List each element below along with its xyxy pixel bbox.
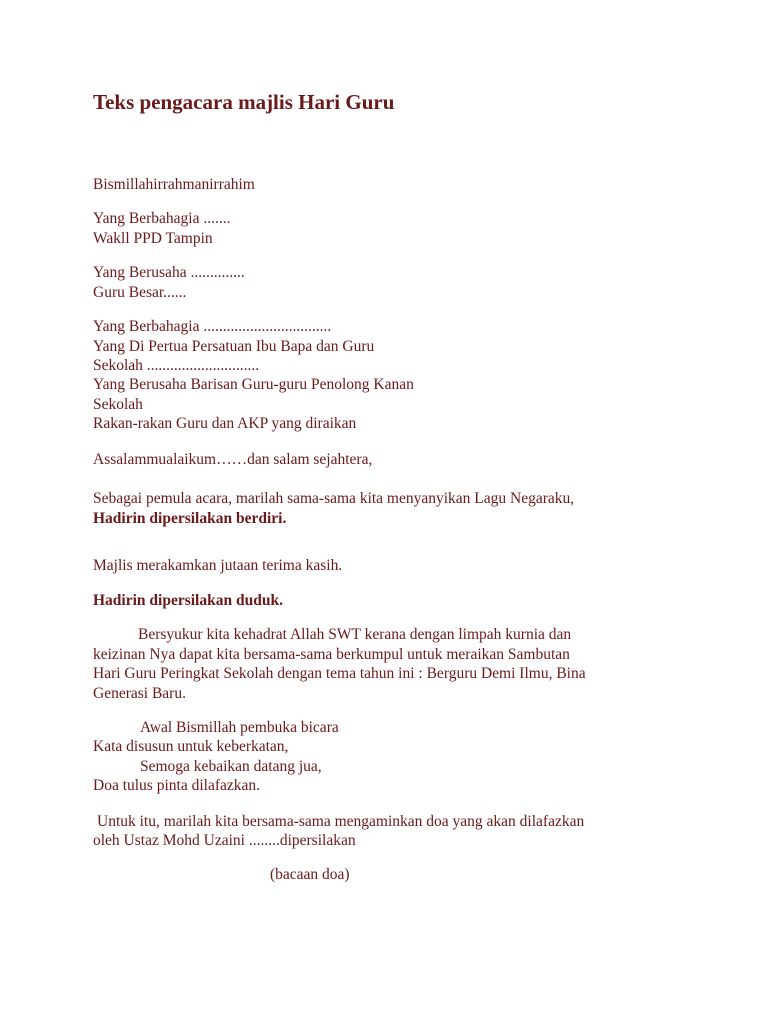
text-line: Sekolah ............................. [93,357,260,374]
poem-line: Doa tulus pinta dilafazkan. [93,777,261,794]
text-line: Rakan-rakan Guru dan AKP yang diraikan [93,415,357,432]
document-title: Teks pengacara majlis Hari Guru [93,90,395,114]
text-line: Bersyukur kita kehadrat Allah SWT kerana dengan limpah kurnia dan [138,626,572,643]
text-line: Yang Berusaha .............. [93,264,245,281]
text-line: (bacaan doa) [270,866,350,883]
text-line: Yang Di Pertua Persatuan Ibu Bapa dan Guru [93,338,375,355]
poem-line: Awal Bismillah pembuka bicara [140,719,339,736]
text-line: Majlis merakamkan jutaan terima kasih. [93,557,343,574]
text-line: Yang Berusaha Barisan Guru-guru Penolong Kanan [93,376,414,393]
text-line: Hari Guru Peringkat Sekolah dengan tema tahun ini : Berguru Demi Ilmu, Bina [93,665,586,682]
text-line: Bismillahirrahmanirrahim [93,176,255,193]
text-line: Yang Berbahagia ....... [93,210,231,227]
text-line: oleh Ustaz Mohd Uzaini ........dipersilakan [93,832,356,849]
text-line: Assalammualaikum……dan salam sejahtera, [93,451,373,468]
text-line: Guru Besar...... [93,284,187,301]
text-line: Untuk itu, marilah kita bersama-sama mengaminkan doa yang akan dilafazkan [97,813,585,830]
text-line: Yang Berbahagia ................................. [93,318,332,335]
text-line: keizinan Nya dapat kita bersama-sama berkumpul untuk meraikan Sambutan [93,646,570,663]
text-line-bold: Hadirin dipersilakan berdiri. [93,510,287,527]
poem-line: Kata disusun untuk keberkatan, [93,738,289,755]
text-line: Generasi Baru. [93,685,186,702]
text-line: Sebagai pemula acara, marilah sama-sama kita menyanyikan Lagu Negaraku, [93,490,575,507]
poem-line: Semoga kebaikan datang jua, [140,758,322,775]
text-line: Wakll PPD Tampin [93,230,213,247]
text-line-bold: Hadirin dipersilakan duduk. [93,592,283,609]
text-line: Sekolah [93,396,143,413]
